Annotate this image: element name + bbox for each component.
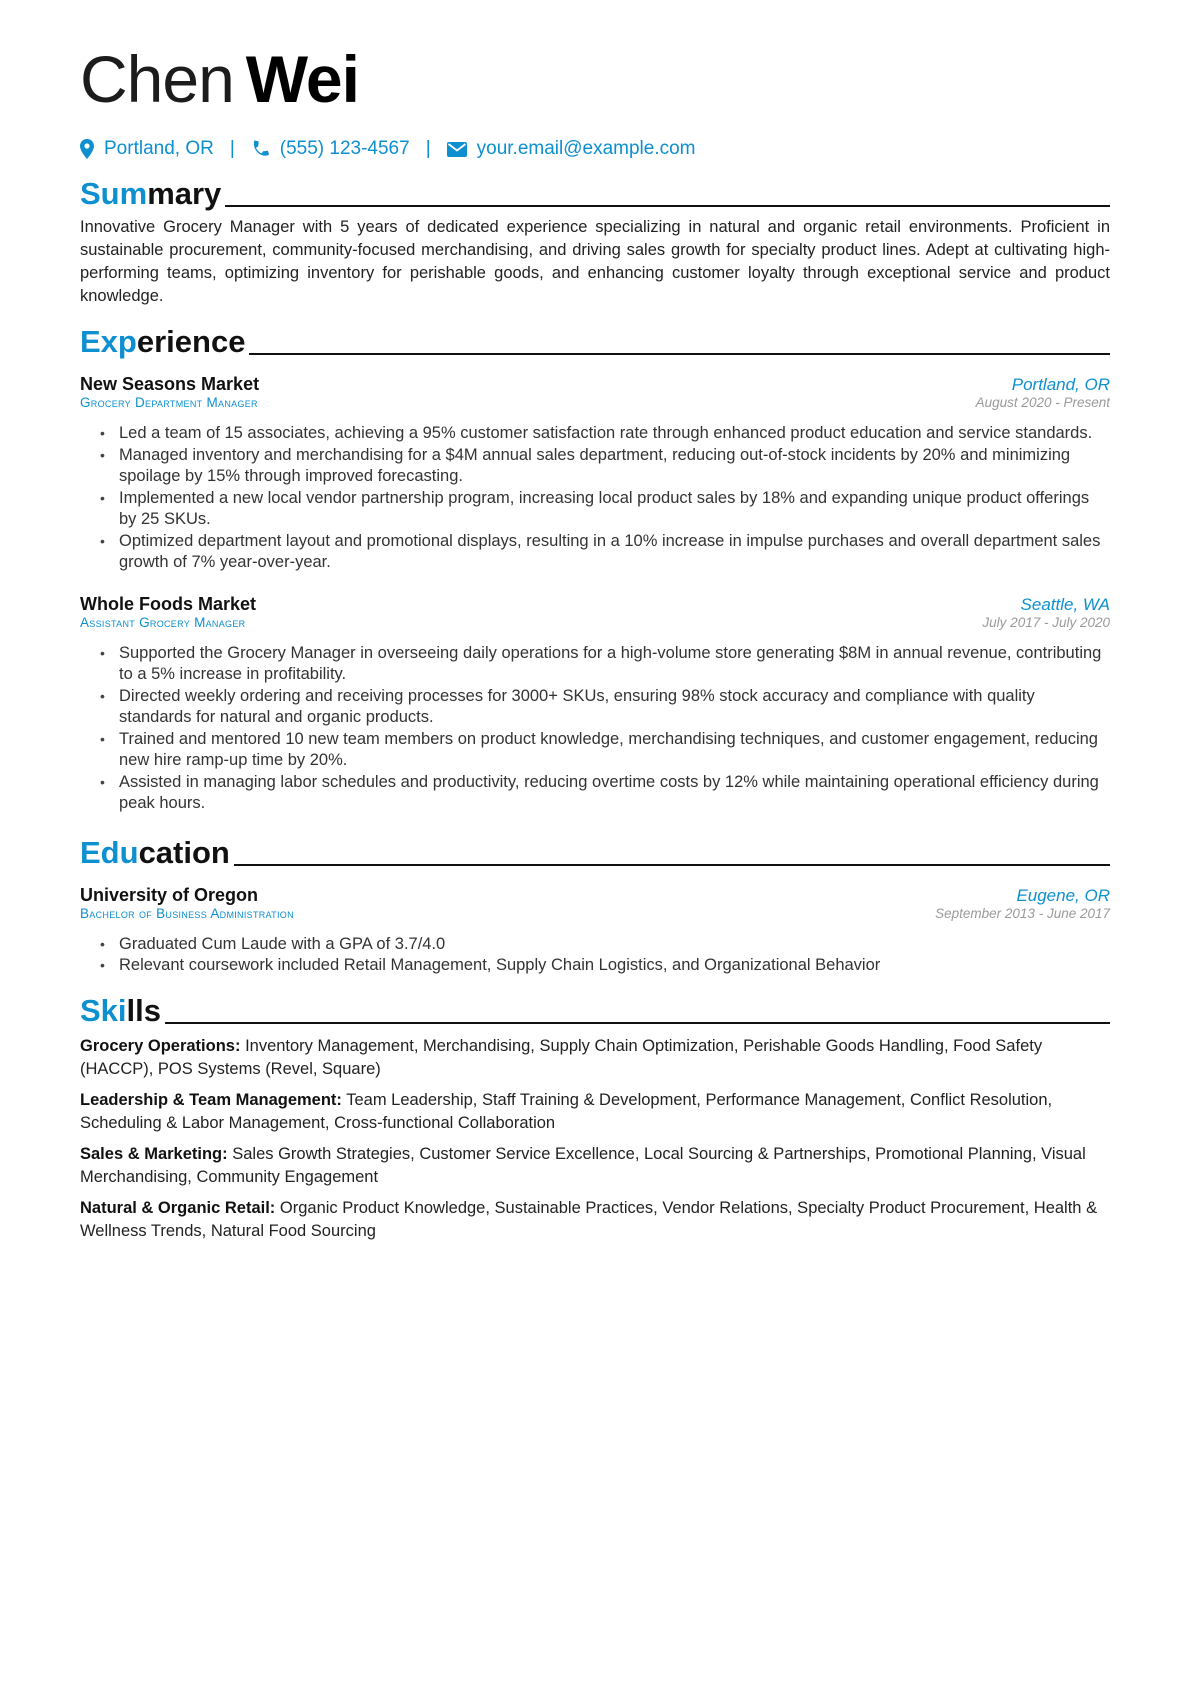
- section-divider: [234, 864, 1110, 866]
- job-title: Assistant Grocery Manager: [80, 614, 246, 630]
- employer-name: New Seasons Market: [80, 374, 260, 394]
- education-section-header: [80, 829, 1110, 873]
- skill-category: Natural & Organic Retail:: [80, 1198, 276, 1217]
- school-location: Eugene, OR: [1016, 885, 1110, 905]
- section-title: [80, 322, 245, 362]
- phone-icon: [251, 140, 270, 159]
- map-marker-icon: [80, 139, 94, 159]
- summary-text: Innovative Grocery Manager with 5 years of dedicated experience specializing in natural and organic retail environments. Proficient in sustainable procurement, community-focused merchandising, and driving sales growth for specialty product lines. Adept at cultivating high-performing teams, optimizing inventory for perishable goods, and enhancing customer loyalty through exceptional service and product knowledge.: [80, 218, 1110, 305]
- list-item: • Trained and mentored 10 new team members on product knowledge, merchandising techniques, and customer engagement, reducing new hire ramp-up time by 20%.: [100, 729, 1110, 772]
- skills-section-header: [80, 987, 1110, 1031]
- experience-entry: [80, 374, 1110, 574]
- skill-category: Grocery Operations:: [80, 1036, 241, 1055]
- experience-section-header: [80, 318, 1110, 362]
- list-item: • Optimized department layout and promotional displays, resulting in a 10% increase in impulse purchases and overall department sales growth of 7% year-over-year.: [100, 531, 1110, 574]
- location-contact: [80, 138, 214, 160]
- list-item: • Relevant coursework included Retail Management, Supply Chain Logistics, and Organizational Behavior: [100, 955, 1110, 977]
- list-item: • Implemented a new local vendor partnership program, increasing local product sales by 18% and expanding unique product offerings by 25 SKUs.: [100, 488, 1110, 531]
- skills-list: [80, 1035, 1110, 1243]
- contact-info: [80, 134, 1110, 164]
- title-rest: lls: [126, 992, 161, 1028]
- first-name: Chen: [80, 42, 234, 116]
- email-contact[interactable]: [447, 138, 696, 160]
- section-title: [80, 833, 230, 873]
- list-item: • Led a team of 15 associates, achieving a 95% customer satisfaction rate through enhanced product education and service standards.: [100, 423, 1110, 445]
- skill-group: [80, 1089, 1110, 1135]
- candidate-name: [80, 40, 1110, 118]
- experience-entry: [80, 594, 1110, 815]
- job-location: Seattle, WA: [1020, 594, 1110, 614]
- title-accent: Sum: [80, 176, 148, 211]
- skill-items: Team Leadership, Staff Training & Development, Performance Management, Conflict Resolution, Scheduling & Labor Management, Cross-functional Collaboration: [80, 1090, 1053, 1132]
- last-name: Wei: [245, 42, 359, 116]
- section-title: [80, 991, 161, 1031]
- job-dates: August 2020 - Present: [975, 395, 1110, 410]
- skill-category: Sales & Marketing:: [80, 1144, 228, 1163]
- education-list: [80, 885, 1110, 977]
- skill-group: [80, 1197, 1110, 1243]
- title-accent: Exp: [80, 324, 137, 359]
- education-detail-list: [80, 934, 1110, 977]
- skill-group: [80, 1143, 1110, 1189]
- list-item: • Graduated Cum Laude with a GPA of 3.7/4.0: [100, 934, 1110, 956]
- skill-group: [80, 1035, 1110, 1081]
- job-dates: July 2017 - July 2020: [982, 614, 1110, 630]
- section-title: [80, 174, 221, 214]
- summary-section-header: [80, 170, 1110, 214]
- education-entry: [80, 885, 1110, 977]
- job-title: Grocery Department Manager: [80, 395, 258, 410]
- phone-text: (555) 123-4567: [279, 138, 410, 159]
- degree-title: Bachelor of Business Administration: [80, 905, 294, 921]
- school-name: University of Oregon: [80, 884, 259, 905]
- section-divider: [225, 205, 1110, 207]
- email-link: your.email@example.com: [476, 138, 696, 159]
- education-dates: September 2013 - June 2017: [935, 905, 1110, 921]
- title-rest: mary: [147, 176, 222, 211]
- separator: |: [229, 138, 235, 159]
- list-item: • Assisted in managing labor schedules and productivity, reducing overtime costs by 12% while maintaining operational efficiency during peak hours.: [100, 772, 1110, 815]
- skill-category: Leadership & Team Management:: [80, 1090, 342, 1109]
- employer-name: Whole Foods Market: [80, 593, 257, 614]
- envelope-icon: [447, 142, 467, 157]
- section-divider: [165, 1022, 1110, 1024]
- title-accent: Edu: [80, 834, 139, 870]
- title-accent: Ski: [80, 992, 127, 1028]
- experience-list: [80, 374, 1110, 815]
- separator: |: [425, 138, 431, 159]
- title-rest: cation: [138, 834, 230, 870]
- list-item: • Directed weekly ordering and receiving processes for 3000+ SKUs, ensuring 98% stock accuracy and compliance with quality standards for natural and organic products.: [100, 686, 1110, 729]
- location-text: Portland, OR: [104, 138, 214, 159]
- skill-items: Sales Growth Strategies, Customer Service Excellence, Local Sourcing & Partnerships, Promotional Planning, Visual Merchandising, Community Engagement: [80, 1144, 1086, 1186]
- section-divider: [249, 353, 1110, 355]
- list-item: • Supported the Grocery Manager in overseeing daily operations for a high-volume store generating $8M in annual revenue, contributing to a 5% increase in profitability.: [100, 643, 1110, 686]
- skill-items: Inventory Management, Merchandising, Supply Chain Optimization, Perishable Goods Handling, Food Safety (HACCP), POS Systems (Revel, Square): [80, 1036, 1043, 1078]
- skill-items: Organic Product Knowledge, Sustainable Practices, Vendor Relations, Specialty Product Procurement, Health & Wellness Trends, Natural Food Sourcing: [80, 1198, 1098, 1240]
- achievement-list: [80, 643, 1110, 815]
- job-location: Portland, OR: [1011, 375, 1110, 394]
- list-item: • Managed inventory and merchandising for a $4M annual sales department, reducing out-of-stock incidents by 20% and minimizing spoilage by 15% through improved forecasting.: [100, 445, 1110, 488]
- achievement-list: [80, 423, 1110, 574]
- phone-contact[interactable]: [251, 138, 410, 160]
- title-rest: erience: [136, 324, 246, 359]
